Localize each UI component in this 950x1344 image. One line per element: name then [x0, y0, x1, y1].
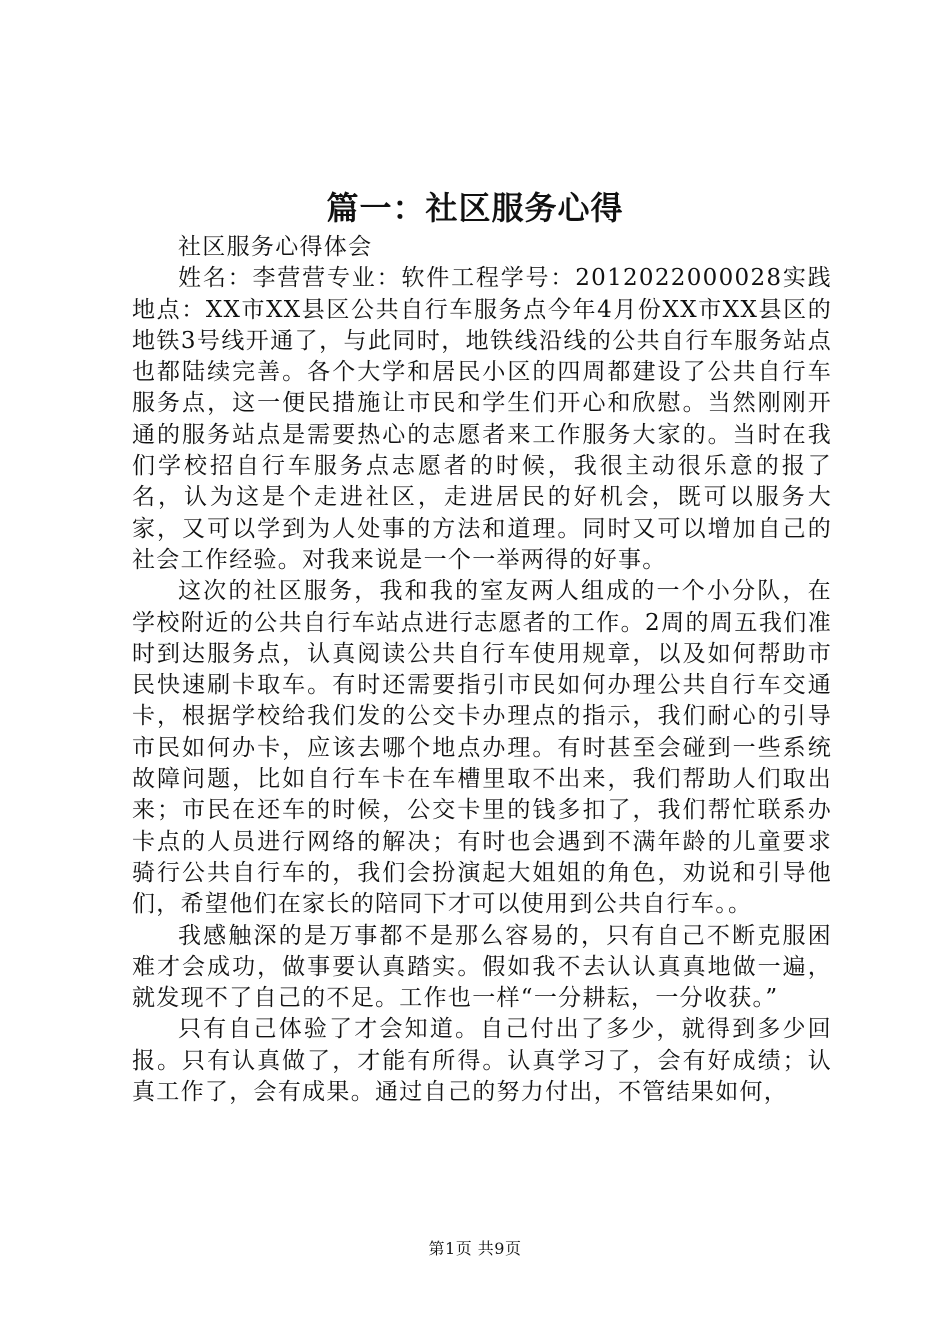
- paragraph: 我感触深的是万事都不是那么容易的，只有自己不断克服困难才会成功，做事要认真踏实。假如我不去认认真真地做一遍，就发现不了自己的不足。工作也一样“一分耕耘，一分收获。”: [132, 922, 832, 1012]
- paragraph: 姓名：李营营专业：软件工程学号：2012022000028实践地点：XX市XX县区公共自行车服务点今年4月份XX市XX县区的地铁3号线开通了，与此同时，地铁线沿线的公共自行车服务站点也都陆续完善。各个大学和居民小区的四周都建设了公共自行车服务点，这一便民措施让市民和学生们开心和欣慰。当然刚刚开通的服务站点是需要热心的志愿者来工作服务大家的。当时在我们学校招自行车服务点志愿者的时候，我很主动很乐意的报了名，认为这是个走进社区，走进居民的好机会，既可以服务大家，又可以学到为人处事的方法和道理。同时又可以增加自己的社会工作经验。对我来说是一个一举两得的好事。: [132, 265, 832, 573]
- document-title: 篇一：社区服务心得: [326, 189, 624, 227]
- document-body: [132, 232, 832, 1108]
- document-subtitle: 社区服务心得体会: [178, 234, 373, 260]
- page-number: 第1页 共9页: [428, 1239, 522, 1258]
- paragraph: 只有自己体验了才会知道。自己付出了多少，就得到多少回报。只有认真做了，才能有所得。认真学习了，会有好成绩；认真工作了，会有成果。通过自己的努力付出，不管结果如何，: [132, 1016, 832, 1106]
- paragraph: 这次的社区服务，我和我的室友两人组成的一个小分队，在学校附近的公共自行车站点进行志愿者的工作。2周的周五我们准时到达服务点，认真阅读公共自行车使用规章，以及如何帮助市民快速刷卡取车。有时还需要指引市民如何办理公共自行车交通卡，根据学校给我们发的公交卡办理点的指示，我们耐心的引导市民如何办卡，应该去哪个地点办理。有时甚至会碰到一些系统故障问题，比如自行车卡在车槽里取不出来，我们帮助人们取出来；市民在还车的时候，公交卡里的钱多扣了，我们帮忙联系办卡点的人员进行网络的解决；有时也会遇到不满年龄的儿童要求骑行公共自行车的，我们会扮演起大姐姐的角色，劝说和引导他们，希望他们在家长的陪同下才可以使用到公共自行车。。: [132, 578, 832, 918]
